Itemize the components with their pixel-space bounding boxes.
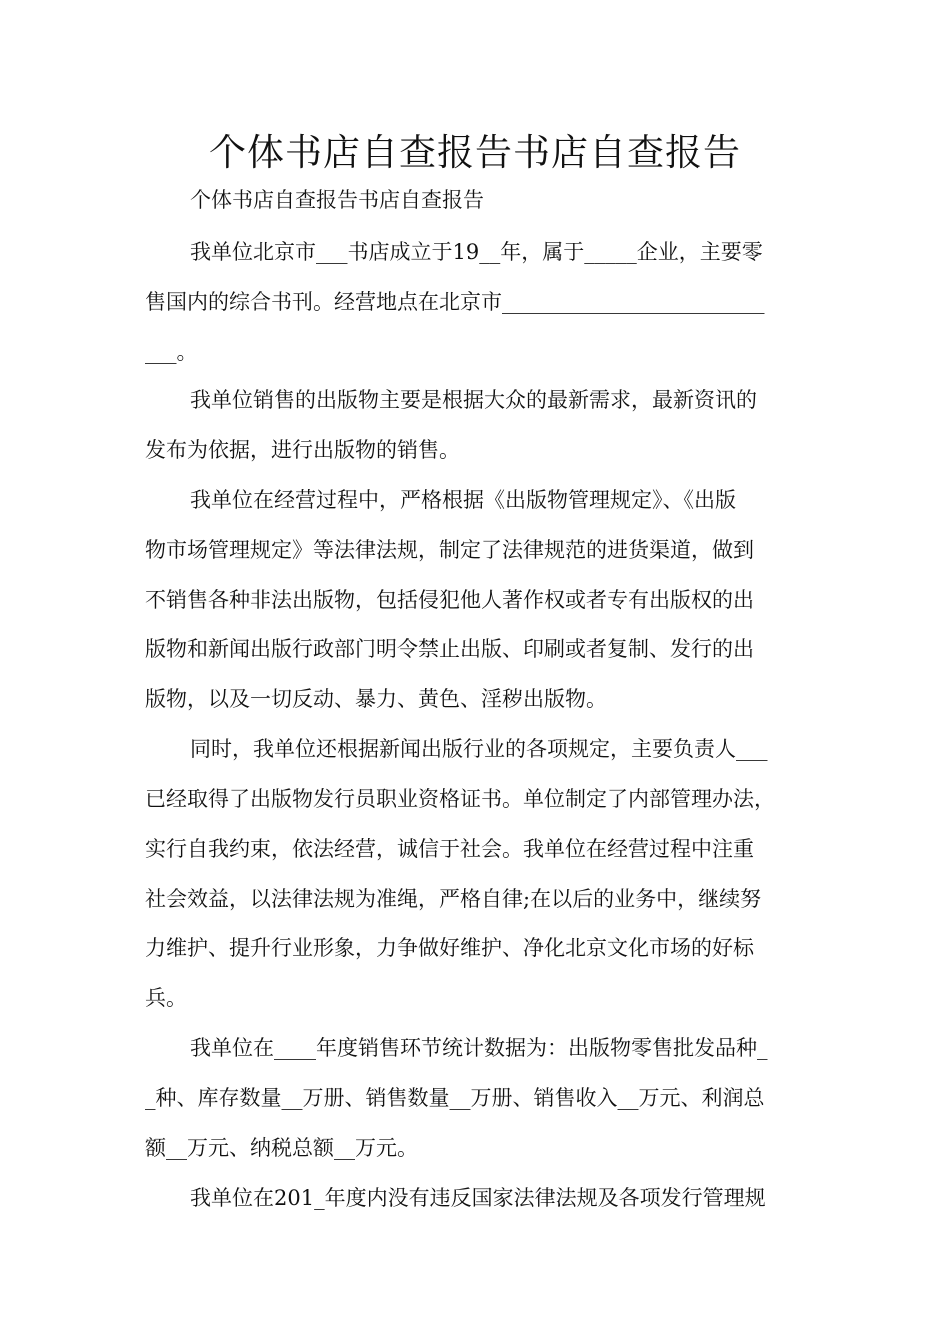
paragraph-line: 售国内的综合书刊。经营地点在北京市_________________________ <box>145 290 765 314</box>
paragraph-line: 不销售各种非法出版物，包括侵犯他人著作权或者专有出版权的出 <box>145 588 754 612</box>
paragraph-line: 发布为依据，进行出版物的销售。 <box>145 438 460 462</box>
paragraph-line: 已经取得了出版物发行员职业资格证书。单位制定了内部管理办法， <box>145 787 775 811</box>
paragraph-line: 我单位在201_年度内没有违反国家法律法规及各项发行管理规 <box>190 1186 766 1210</box>
paragraph-line: 版物，以及一切反动、暴力、黄色、淫秽出版物。 <box>145 687 607 711</box>
paragraph-line: 我单位销售的出版物主要是根据大众的最新需求，最新资讯的 <box>190 388 757 412</box>
document-title: 个体书店自查报告书店自查报告 <box>209 131 741 174</box>
paragraph-line: 我单位在____年度销售环节统计数据为：出版物零售批发品种_ <box>190 1036 768 1060</box>
paragraph-line: 兵。 <box>145 986 187 1010</box>
paragraph-line: 力维护、提升行业形象，力争做好维护、净化北京文化市场的好标 <box>145 936 754 960</box>
paragraph-line: 额__万元、纳税总额__万元。 <box>145 1136 418 1160</box>
paragraph-line: 版物和新闻出版行政部门明令禁止出版、印刷或者复制、发行的出 <box>145 637 754 661</box>
paragraph-line: 物市场管理规定》等法律法规，制定了法律规范的进货渠道，做到 <box>145 538 754 562</box>
paragraph-line: 实行自我约束，依法经营，诚信于社会。我单位在经营过程中注重 <box>145 837 754 861</box>
paragraph-line: 我单位北京市___书店成立于19__年，属于_____企业，主要零 <box>190 240 763 264</box>
paragraph-line: _种、库存数量__万册、销售数量__万册、销售收入__万元、利润总 <box>145 1086 765 1110</box>
paragraph-line: 社会效益，以法律法规为准绳，严格自律;在以后的业务中，继续努 <box>145 887 762 911</box>
paragraph-line: ___。 <box>145 340 198 364</box>
paragraph-line: 同时，我单位还根据新闻出版行业的各项规定，主要负责人___ <box>190 737 768 761</box>
paragraph-line: 我单位在经营过程中，严格根据《出版物管理规定》、《出版 <box>190 488 736 512</box>
subtitle-line: 个体书店自查报告书店自查报告 <box>190 188 484 212</box>
